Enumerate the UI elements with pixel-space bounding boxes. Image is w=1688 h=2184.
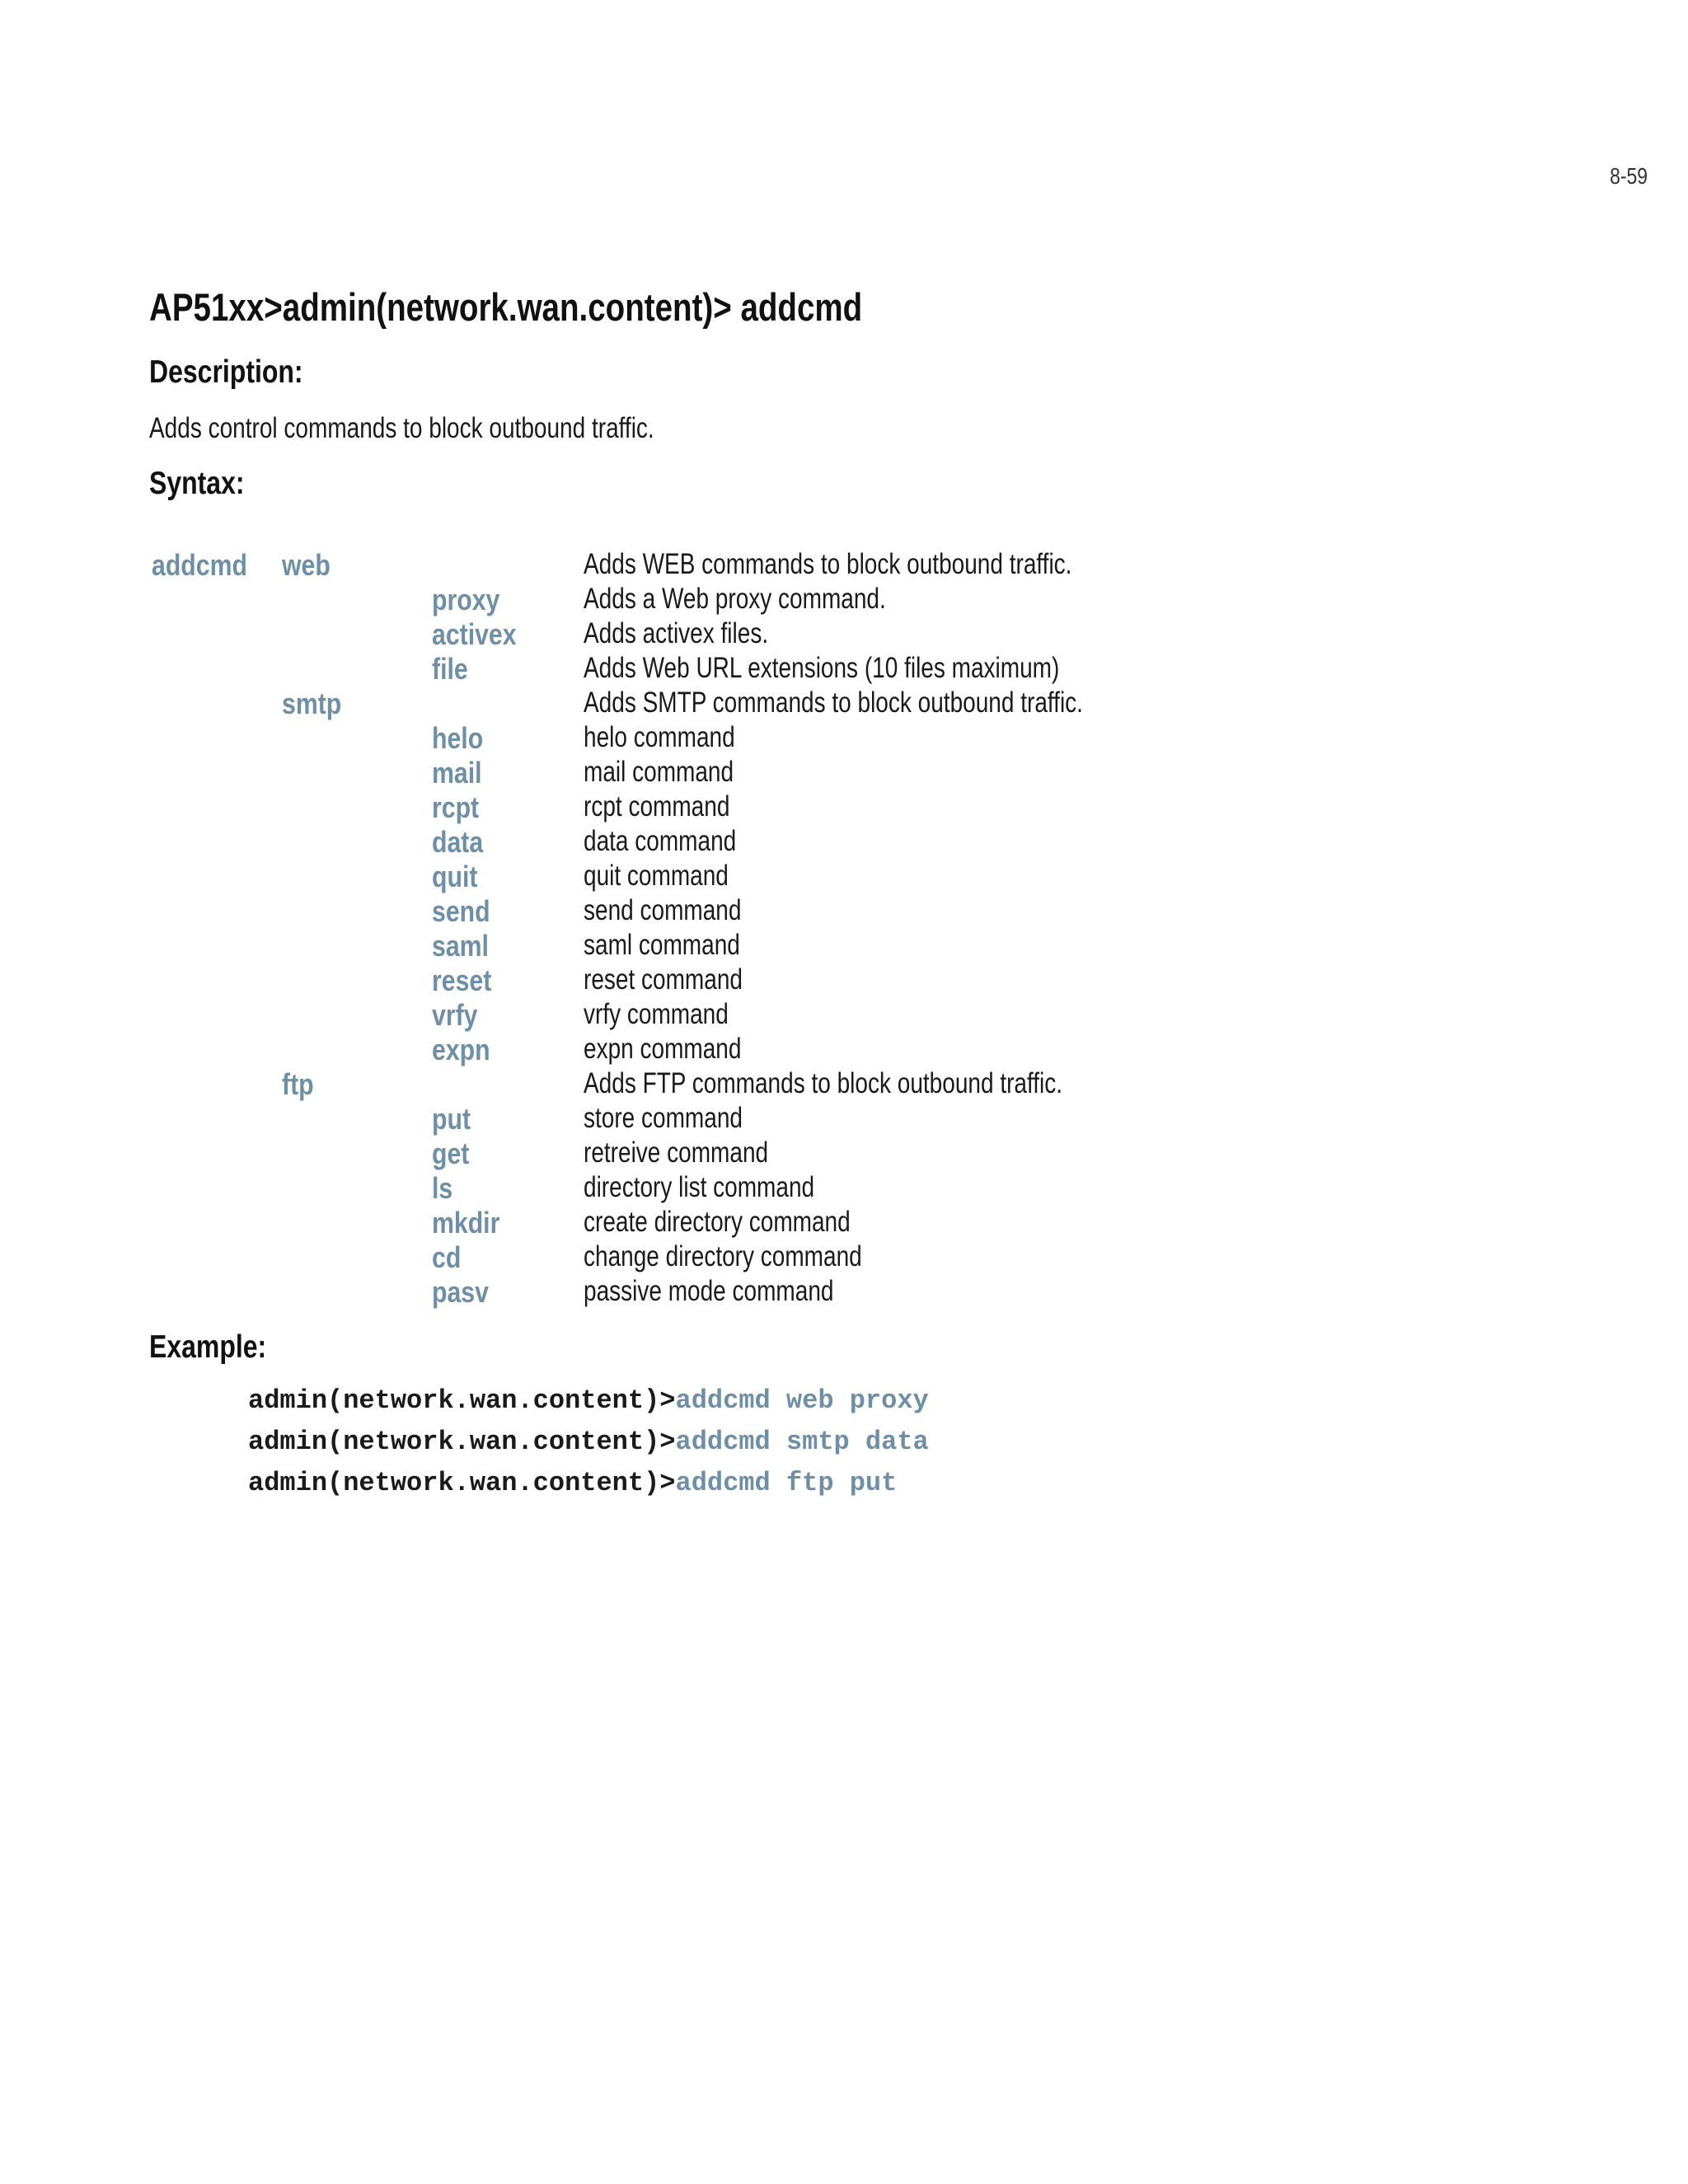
syntax-row	[149, 1171, 1550, 1206]
syntax-option: proxy	[432, 583, 500, 616]
syntax-row	[149, 1275, 1550, 1310]
syntax-description: change directory command	[584, 1240, 862, 1272]
syntax-row	[149, 1206, 1550, 1240]
example-heading: Example:	[149, 1329, 267, 1365]
syntax-option: put	[432, 1102, 471, 1136]
syntax-description: Adds SMTP commands to block outbound traffic.	[584, 687, 1083, 719]
syntax-row	[149, 687, 1550, 721]
syntax-option: file	[432, 652, 468, 686]
syntax-row	[149, 998, 1550, 1033]
document-content	[149, 284, 1633, 1498]
example-line	[248, 1463, 929, 1504]
syntax-option: mail	[432, 756, 482, 790]
syntax-description: quit command	[584, 860, 729, 892]
syntax-command: addcmd	[152, 548, 247, 582]
syntax-row	[149, 860, 1550, 894]
syntax-row	[149, 583, 1550, 617]
syntax-row	[149, 1067, 1550, 1102]
syntax-row	[149, 929, 1550, 963]
syntax-option: helo	[432, 721, 484, 755]
syntax-description: helo command	[584, 721, 735, 753]
syntax-row	[149, 617, 1550, 652]
description-heading: Description:	[149, 354, 303, 390]
example-line	[248, 1422, 929, 1463]
syntax-description: saml command	[584, 929, 740, 961]
syntax-row	[149, 894, 1550, 929]
syntax-description: create directory command	[584, 1206, 851, 1238]
syntax-heading: Syntax:	[149, 466, 245, 501]
syntax-description: Adds WEB commands to block outbound traffic.	[584, 548, 1072, 580]
example-command: addcmd web proxy	[675, 1385, 929, 1416]
syntax-row	[149, 548, 1550, 583]
syntax-option: get	[432, 1137, 470, 1170]
syntax-option: mkdir	[432, 1206, 500, 1240]
syntax-option: expn	[432, 1033, 490, 1066]
syntax-row	[149, 721, 1550, 756]
syntax-option: saml	[432, 929, 489, 963]
example-command: addcmd smtp data	[675, 1427, 929, 1457]
syntax-option: activex	[432, 617, 517, 651]
syntax-description: Adds Web URL extensions (10 files maximum)	[584, 652, 1060, 684]
syntax-option: pasv	[432, 1275, 489, 1309]
syntax-option: cd	[432, 1240, 462, 1274]
syntax-description: Adds a Web proxy command.	[584, 583, 886, 615]
example-line	[248, 1380, 929, 1422]
syntax-row	[149, 652, 1550, 687]
syntax-description: Adds activex files.	[584, 617, 769, 649]
syntax-description: retreive command	[584, 1137, 769, 1169]
syntax-description: data command	[584, 825, 737, 857]
syntax-row	[149, 1137, 1550, 1171]
example-prompt: admin(network.wan.content)>	[248, 1427, 676, 1457]
example-prompt: admin(network.wan.content)>	[248, 1385, 676, 1416]
syntax-option: reset	[432, 963, 492, 997]
syntax-description: store command	[584, 1102, 743, 1134]
page-number: 8-59	[1610, 163, 1648, 189]
syntax-row	[149, 1240, 1550, 1275]
syntax-description: vrfy command	[584, 998, 729, 1030]
syntax-option: data	[432, 825, 484, 859]
syntax-option: ls	[432, 1171, 453, 1205]
description-text: Adds control commands to block outbound traffic.	[149, 412, 654, 444]
example-command: addcmd ftp put	[675, 1468, 898, 1498]
syntax-row	[149, 790, 1550, 825]
syntax-row	[149, 1033, 1550, 1067]
syntax-description: reset command	[584, 963, 743, 996]
syntax-subcommand: smtp	[282, 687, 342, 720]
syntax-description: expn command	[584, 1033, 742, 1065]
syntax-table	[149, 548, 1550, 1310]
syntax-row	[149, 825, 1550, 860]
example-block	[248, 1380, 929, 1504]
syntax-row	[149, 756, 1550, 790]
syntax-row	[149, 963, 1550, 998]
syntax-description: mail command	[584, 756, 734, 788]
page-title: AP51xx>admin(network.wan.content)> addcmd	[149, 285, 863, 329]
syntax-row	[149, 1102, 1550, 1137]
syntax-subcommand: web	[282, 548, 331, 582]
syntax-description: passive mode command	[584, 1275, 834, 1307]
syntax-description: rcpt command	[584, 790, 730, 823]
syntax-option: rcpt	[432, 790, 480, 824]
syntax-description: send command	[584, 894, 742, 926]
syntax-option: quit	[432, 860, 478, 893]
syntax-description: Adds FTP commands to block outbound traffic.	[584, 1067, 1063, 1099]
syntax-subcommand: ftp	[282, 1067, 314, 1101]
syntax-description: directory list command	[584, 1171, 815, 1203]
example-prompt: admin(network.wan.content)>	[248, 1468, 676, 1498]
syntax-option: vrfy	[432, 998, 478, 1032]
syntax-option: send	[432, 894, 490, 928]
